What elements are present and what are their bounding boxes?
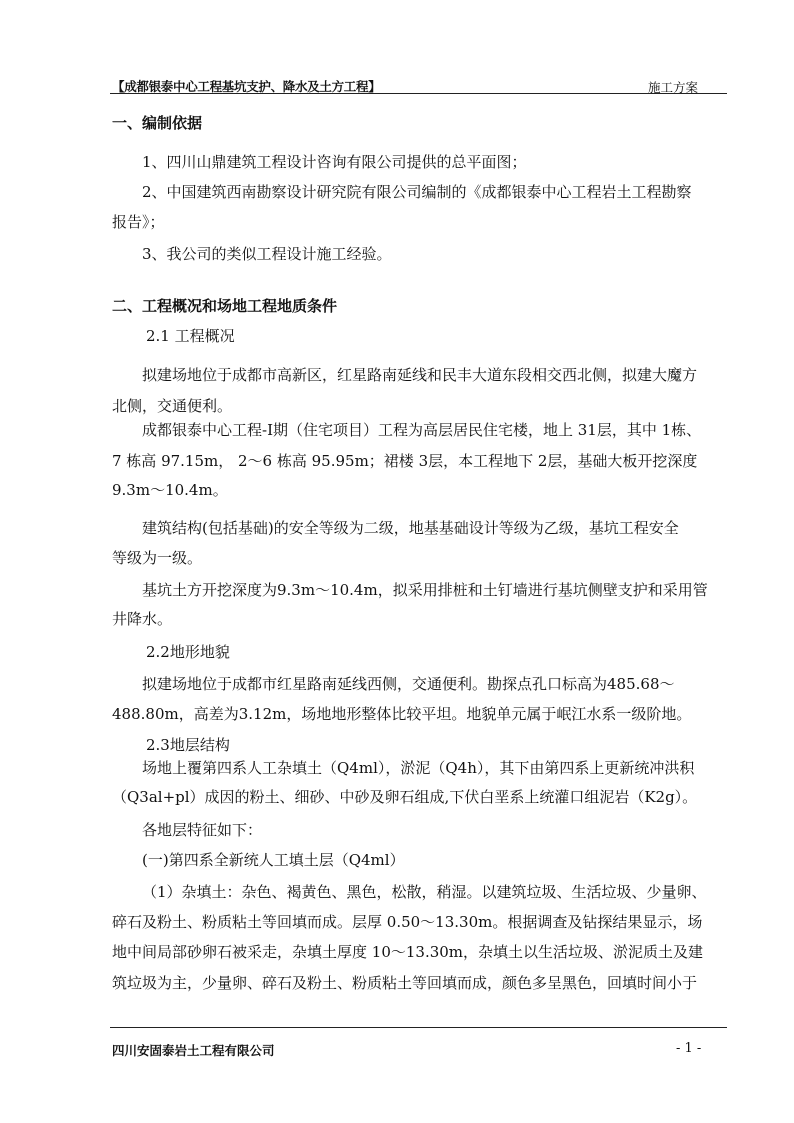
overview-line-2: 北侧，交通便利。 (112, 397, 233, 415)
strata-line-5: （1）杂填土：杂色、褐黄色、黑色，松散，稍湿。以建筑垃圾、生活垃圾、少量卵、 (142, 883, 707, 901)
overview-line-4: 7 栋高 97.15m， 2～6 栋高 95.95m；裙楼 3层，本工程地下 2层，基础大板开挖深度 (112, 452, 698, 470)
subsection-2-3-title: 2.3地层结构 (146, 736, 230, 754)
header-rule (110, 93, 727, 94)
strata-line-7: 地中间局部砂卵石被采走，杂填土厚度 10～13.30m，杂填土以生活垃圾、淤泥质土及建 (112, 943, 704, 961)
strata-line-3: 各地层特征如下： (142, 821, 263, 839)
strata-line-2: （Q3al+pl）成因的粉土、细砂、中砂及卵石组成,下伏白垩系上统灌口组泥岩（K2g）。 (112, 788, 698, 806)
section-2-title: 二、工程概况和场地工程地质条件 (112, 297, 338, 315)
terrain-line-1: 拟建场地位于成都市红星路南延线西侧，交通便利。勘探点孔口标高为485.68～ (142, 675, 675, 693)
overview-line-7: 等级为一级。 (112, 549, 203, 567)
basis-item-1: 1、四川山鼎建筑工程设计咨询有限公司提供的总平面图； (142, 153, 527, 171)
overview-line-6: 建筑结构(包括基础)的安全等级为二级，地基基础设计等级为乙级，基坑工程安全 (142, 519, 679, 537)
overview-line-8: 基坑土方开挖深度为9.3m～10.4m，拟采用排桩和土钉墙进行基坑侧壁支护和采用管 (142, 581, 708, 599)
strata-line-4: (一)第四系全新统人工填土层（Q4ml） (142, 851, 405, 869)
footer-company: 四川安固泰岩土工程有限公司 (112, 1043, 275, 1058)
header-doc-type: 施工方案 (648, 80, 699, 95)
basis-item-2-cont: 报告》； (112, 213, 165, 231)
basis-item-3: 3、我公司的类似工程设计施工经验。 (142, 245, 392, 263)
strata-line-1: 场地上覆第四系人工杂填土（Q4ml），淤泥（Q4h），其下由第四系上更新统冲洪积 (142, 759, 695, 777)
overview-line-1: 拟建场地位于成都市高新区，红星路南延线和民丰大道东段相交西北侧，拟建大魔方 (142, 366, 698, 384)
overview-line-5: 9.3m～10.4m。 (112, 481, 228, 499)
page-number: - 1 - (676, 1041, 702, 1056)
footer-rule (110, 1027, 727, 1028)
subsection-2-2-title: 2.2地形地貌 (146, 643, 230, 661)
header-title: 【成都银泰中心工程基坑支护、降水及土方工程】 (112, 79, 381, 94)
strata-line-6: 碎石及粉土、粉质粘土等回填而成。层厚 0.50～13.30m。根据调查及钻探结果显示，场 (112, 913, 703, 931)
overview-line-9: 井降水。 (112, 610, 173, 628)
terrain-line-2: 488.80m，高差为3.12m，场地地形整体比较平坦。地貌单元属于岷江水系一级阶地。 (112, 705, 692, 723)
section-1-title: 一、编制依据 (112, 114, 203, 132)
subsection-2-1-title: 2.1 工程概况 (146, 327, 235, 345)
strata-line-8: 筑垃圾为主，少量卵、碎石及粉土、粉质粘土等回填而成，颜色多呈黑色，回填时间小于 (112, 974, 698, 992)
overview-line-3: 成都银泰中心工程-Ⅰ期（住宅项目）工程为高层居民住宅楼，地上 31层，其中 1栋、 (142, 421, 702, 439)
basis-item-2: 2、中国建筑西南勘察设计研究院有限公司编制的《成都银泰中心工程岩土工程勘察 (142, 183, 692, 201)
